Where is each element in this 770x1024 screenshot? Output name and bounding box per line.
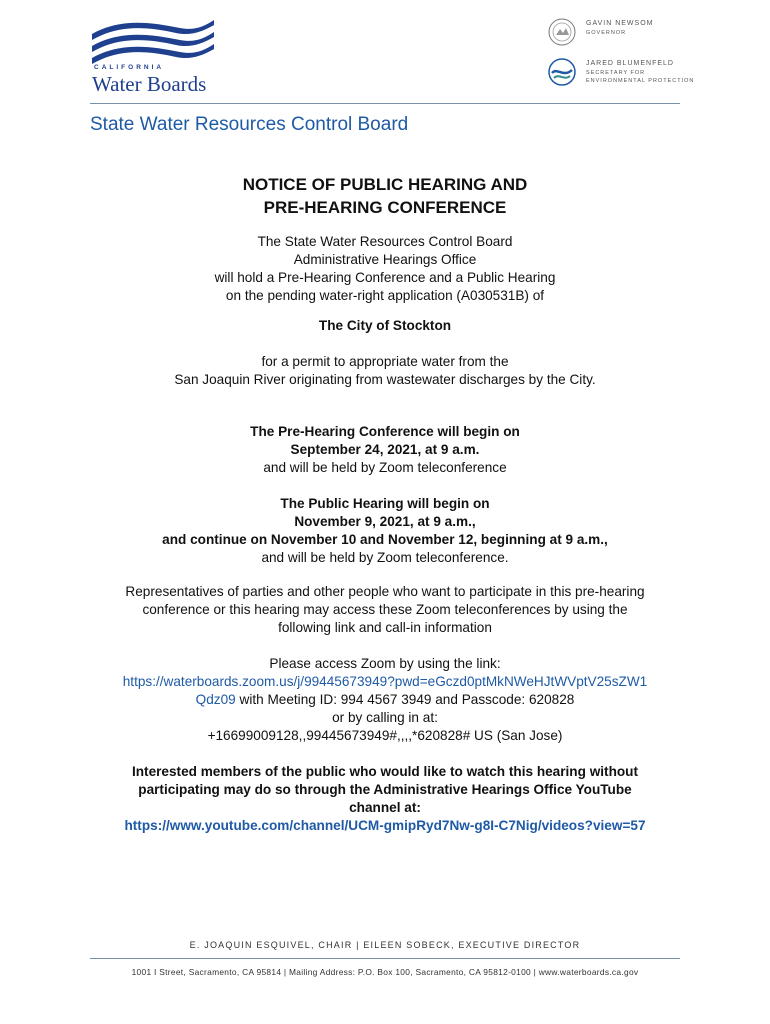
purpose-line: San Joaquin River originating from wastewater discharges by the City. <box>174 372 596 387</box>
public-line: Interested members of the public who would like to watch this hearing without <box>131 764 639 779</box>
hearing-line: and continue on November 10 and November 12, beginning at 9 a.m., <box>162 532 608 547</box>
hearing-paragraph <box>80 495 690 567</box>
water-boards-logo <box>90 16 220 94</box>
prehearing-date: September 24, 2021, at 9 a.m. <box>290 442 480 457</box>
public-line: participating may do so through the Administrative Hearings Office YouTube <box>138 782 632 797</box>
zoom-meeting-line <box>80 691 690 709</box>
representatives-line: conference or this hearing may access these Zoom teleconferences by using the <box>142 602 628 617</box>
footer-names: E. JOAQUIN ESQUIVEL, CHAIR | EILEEN SOBECK, EXECUTIVE DIRECTOR <box>189 940 581 950</box>
zoom-or-calling: or by calling in at: <box>332 710 438 725</box>
footer-address: 1001 I Street, Sacramento, CA 95814 | Mailing Address: P.O. Box 100, Sacramento, CA 95812-0100 | www.waterboards.ca.gov <box>131 967 639 977</box>
logo-name-text: Water Boards <box>92 72 207 96</box>
hearing-line: and will be held by Zoom teleconference. <box>261 550 509 565</box>
intro-paragraph <box>80 233 690 305</box>
zoom-link-line <box>66 673 704 691</box>
representatives-paragraph <box>80 583 690 637</box>
prehearing-line: and will be held by Zoom teleconference <box>263 460 507 475</box>
public-viewing-paragraph <box>80 763 690 835</box>
representatives-line: Representatives of parties and other people who want to participate in this pre-hearing <box>125 584 645 599</box>
governor-title: GOVERNOR <box>586 30 627 36</box>
hearing-line: The Public Hearing will begin on <box>280 496 490 511</box>
intro-line: on the pending water-right application (A030531B) of <box>225 288 545 303</box>
header-divider <box>90 103 680 104</box>
intro-line: The State Water Resources Control Board <box>257 234 513 249</box>
waves-icon <box>90 16 215 66</box>
zoom-intro: Please access Zoom by using the link: <box>269 656 501 671</box>
prehearing-paragraph <box>80 423 690 477</box>
governor-name: GAVIN NEWSOM <box>586 20 654 27</box>
logo-state-text: CALIFORNIA <box>94 64 165 71</box>
zoom-link[interactable]: https://waterboards.zoom.us/j/99445673949?pwd=eGczd0ptMkNWeHJtWVptV25sZW1 <box>122 674 648 689</box>
notice-body <box>80 173 690 835</box>
notice-title-line2: PRE-HEARING CONFERENCE <box>263 198 507 217</box>
officials-block <box>544 18 694 98</box>
public-line: channel at: <box>349 800 421 815</box>
footer-divider <box>90 958 680 959</box>
applicant-name: The City of Stockton <box>318 318 452 333</box>
board-name: State Water Resources Control Board <box>90 114 409 135</box>
zoom-phone: +16699009128,,99445673949#,,,,*620828# US (San Jose) <box>207 728 563 743</box>
purpose-line: for a permit to appropriate water from the <box>261 354 509 369</box>
secretary-row <box>544 58 694 94</box>
notice-title <box>80 173 690 219</box>
governor-row <box>544 18 694 54</box>
calepa-logo-icon <box>548 58 576 86</box>
secretary-name: JARED BLUMENFELD <box>586 60 674 67</box>
zoom-link-continued[interactable]: Qdz09 <box>195 692 236 707</box>
youtube-link[interactable]: https://www.youtube.com/channel/UCM-gmipRyd7Nw-g8I-C7Nig/videos?view=57 <box>124 818 646 833</box>
notice-title-line1: NOTICE OF PUBLIC HEARING AND <box>242 175 528 194</box>
zoom-meeting-info: with Meeting ID: 994 4567 3949 and Passcode: 620828 <box>235 692 575 707</box>
purpose-paragraph <box>80 353 690 389</box>
intro-line: will hold a Pre-Hearing Conference and a Public Hearing <box>214 270 556 285</box>
hearing-date: November 9, 2021, at 9 a.m., <box>294 514 476 529</box>
state-seal-icon <box>548 18 576 46</box>
intro-line: Administrative Hearings Office <box>293 252 477 267</box>
representatives-line: following link and call-in information <box>278 620 492 635</box>
secretary-title: SECRETARY FOR ENVIRONMENTAL PROTECTION <box>586 70 695 84</box>
prehearing-line: The Pre-Hearing Conference will begin on <box>250 424 520 439</box>
zoom-paragraph <box>80 655 690 745</box>
